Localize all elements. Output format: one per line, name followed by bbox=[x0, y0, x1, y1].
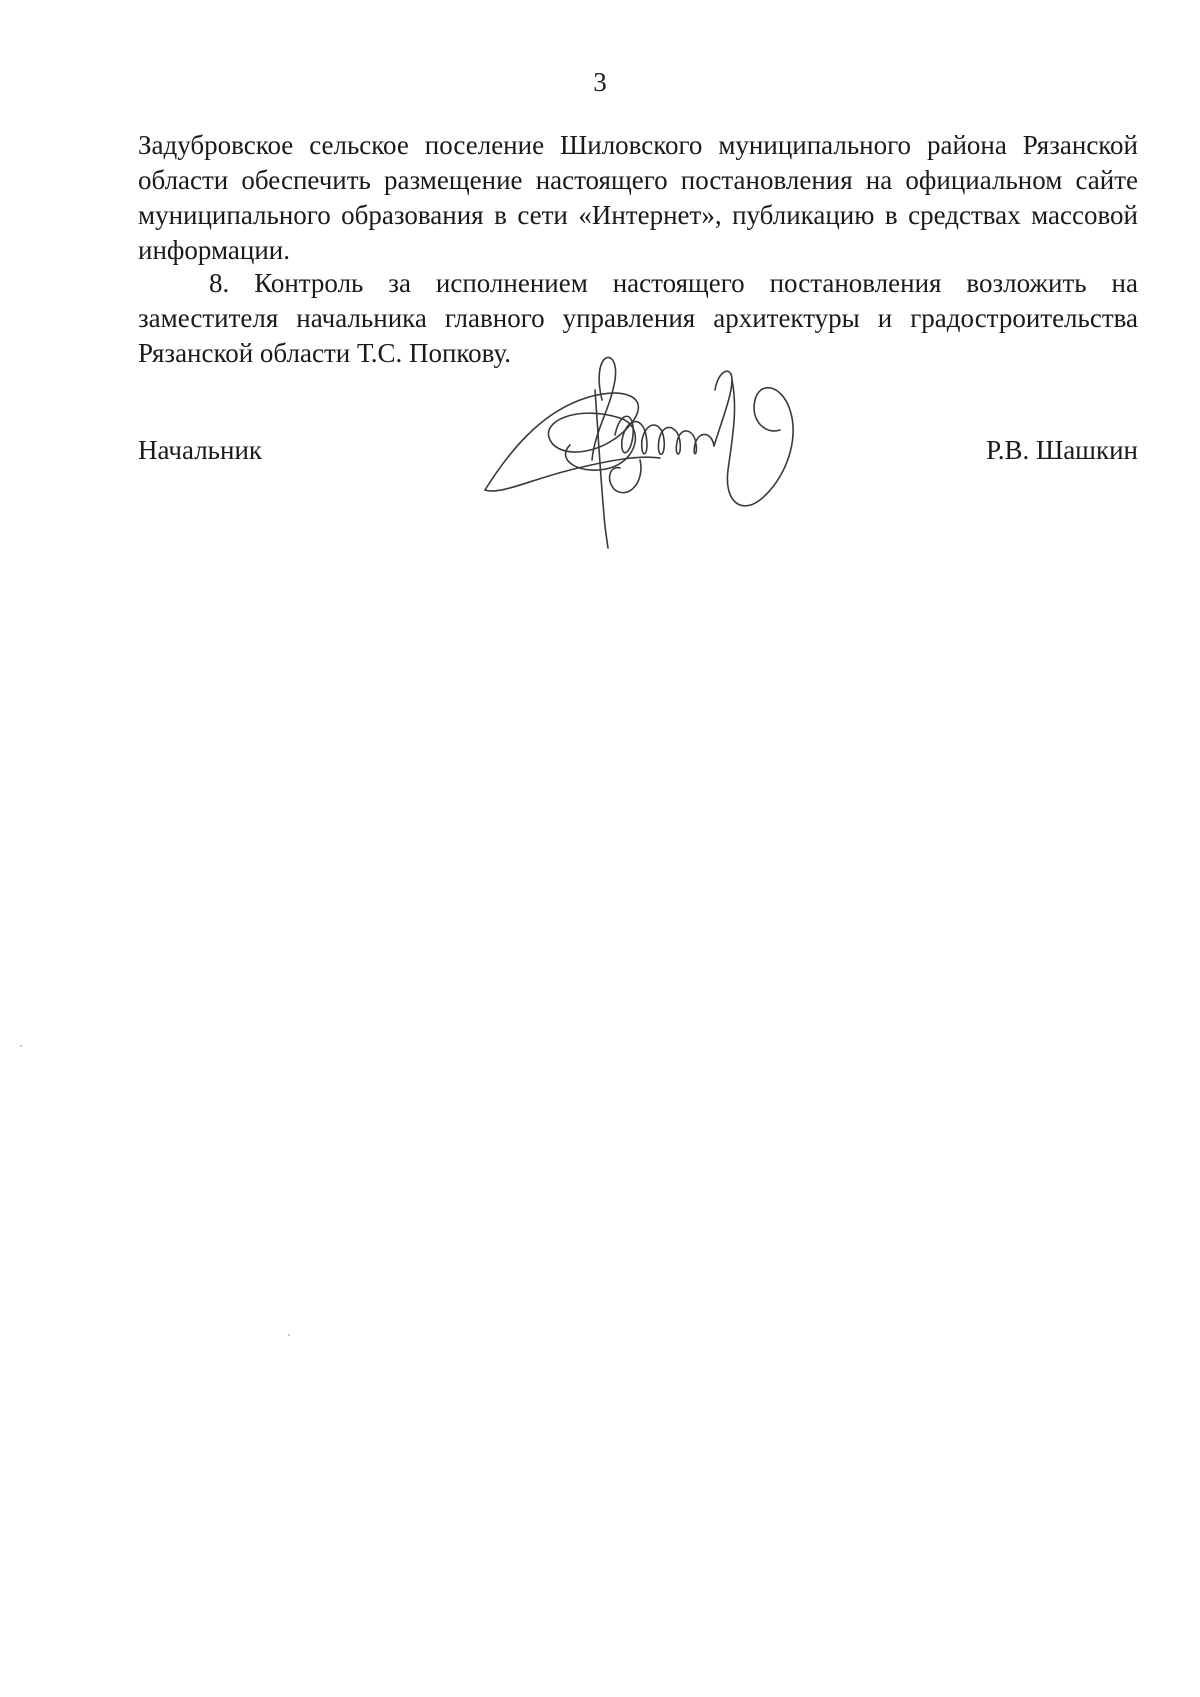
signature-block bbox=[138, 432, 1138, 468]
position-title: Начальник bbox=[138, 435, 263, 465]
paragraph-7-continuation: Задубровское сельское поселение Шиловского муниципального района Рязанской области обеспечить размещение настоящего постановления на официальном сайте муниципального образования в сети «Интернет», публикацию в средствах массовой информации. bbox=[138, 130, 1138, 265]
signer-name: Р.В. Шашкин bbox=[986, 435, 1138, 465]
page-number: 3 bbox=[593, 67, 607, 97]
paragraph-8: 8. Контроль за исполнением настоящего постановления возложить на заместителя начальника главного управления архитектуры и градостроительства Рязанской области Т.С. Попкову. bbox=[138, 268, 1138, 368]
scan-artifact bbox=[20, 1045, 22, 1047]
scan-artifact bbox=[288, 1334, 290, 1336]
